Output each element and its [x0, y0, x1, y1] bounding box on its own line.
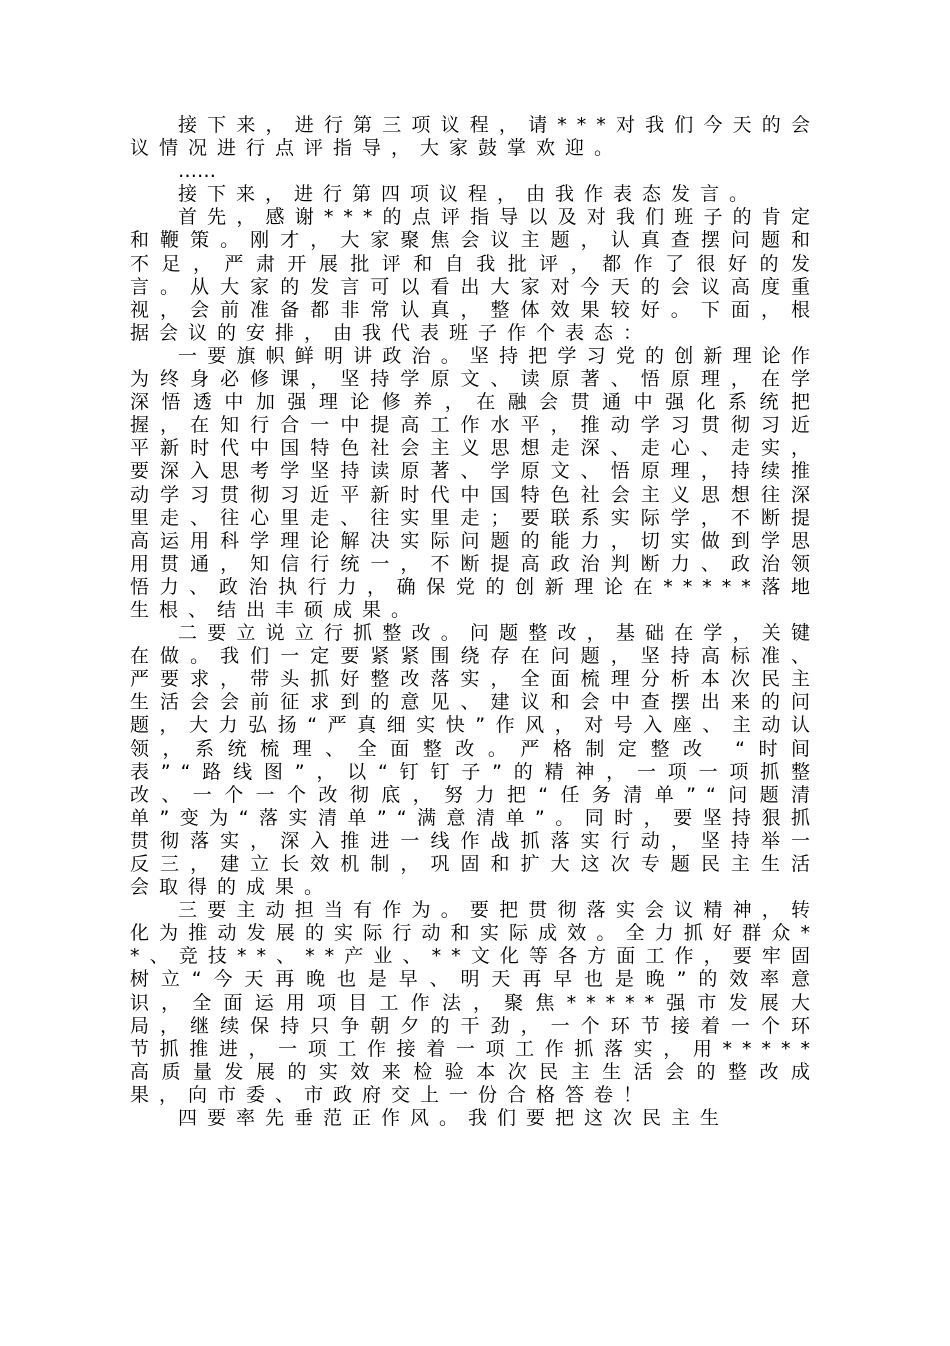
paragraph-point-four: 四要率先垂范正作风。我们要把这次民主生 [178, 1107, 730, 1130]
paragraph-thanks: 首先，感谢***的点评指导以及对我们班子的肯定和鞭策。刚才，大家聚焦会议主题，认真查摆问题和不足，严肃开展批评和自我批评，都作了很好的发言。从大家的发言可以看出大家对今天的会议高度重视，会前准备都非常认真，整体效果较好。下面，根据会议的安排，由我代表班子作个表态： [130, 206, 820, 344]
paragraph-ellipsis: …… [178, 160, 216, 183]
document-body [130, 114, 820, 1130]
paragraph-point-two: 二要立说立行抓整改。问题整改，基础在学，关键在做。我们一定要紧紧围绕存在问题，坚持高标准、严要求，带头抓好整改落实，全面梳理分析本次民主生活会会前征求到的意见、建议和会中查摆出来的问题，大力弘扬“严真细实快”作风，对号入座、主动认领，系统梳理、全面整改。严格制定整改 “时间表”“路线图”，以“钉钉子”的精神，一项一项抓整改、一个一个改彻底，努力把“任务清单”“问题清单”变为“落实清单”“满意清单”。同时，要坚持狠抓贯彻落实，深入推进一线作战抓落实行动，坚持举一反三，建立长效机制，巩固和扩大这次专题民主生活会取得的成果。 [130, 622, 820, 899]
paragraph-agenda-three: 接下来，进行第三项议程，请***对我们今天的会议情况进行点评指导，大家鼓掌欢迎。 [130, 114, 820, 160]
paragraph-agenda-four: 接下来，进行第四项议程，由我作表态发言。 [178, 183, 759, 206]
paragraph-point-one: 一要旗帜鲜明讲政治。坚持把学习党的创新理论作为终身必修课，坚持学原文、读原著、悟原理，在学深悟透中加强理论修养，在融会贯通中强化系统把握，在知行合一中提高工作水平，推动学习贯彻习近平新时代中国特色社会主义思想走深、走心、走实，要深入思考学坚持读原著、学原文、悟原理，持续推动学习贯彻习近平新时代中国特色社会主义思想往深里走、往心里走、往实里走；要联系实际学，不断提高运用科学理论解决实际问题的能力，切实做到学思用贯通，知信行统一，不断提高政治判断力、政治领悟力、政治执行力，确保党的创新理论在*****落地生根、结出丰硕成果。 [130, 344, 820, 621]
paragraph-point-three: 三要主动担当有作为。要把贯彻落实会议精神，转化为推动发展的实际行动和实际成效。全力抓好群众**、竞技**、**产业、**文化等各方面工作，要牢固树立“今天再晚也是早、明天再早也是晚”的效率意识，全面运用项目工作法，聚焦*****强市发展大局，继续保持只争朝夕的干劲，一个环节接着一个环节抓推进，一项工作接着一项工作抓落实，用*****高质量发展的实效来检验本次民主生活会的整改成果，向市委、市政府交上一份合格答卷！ [130, 899, 820, 1106]
